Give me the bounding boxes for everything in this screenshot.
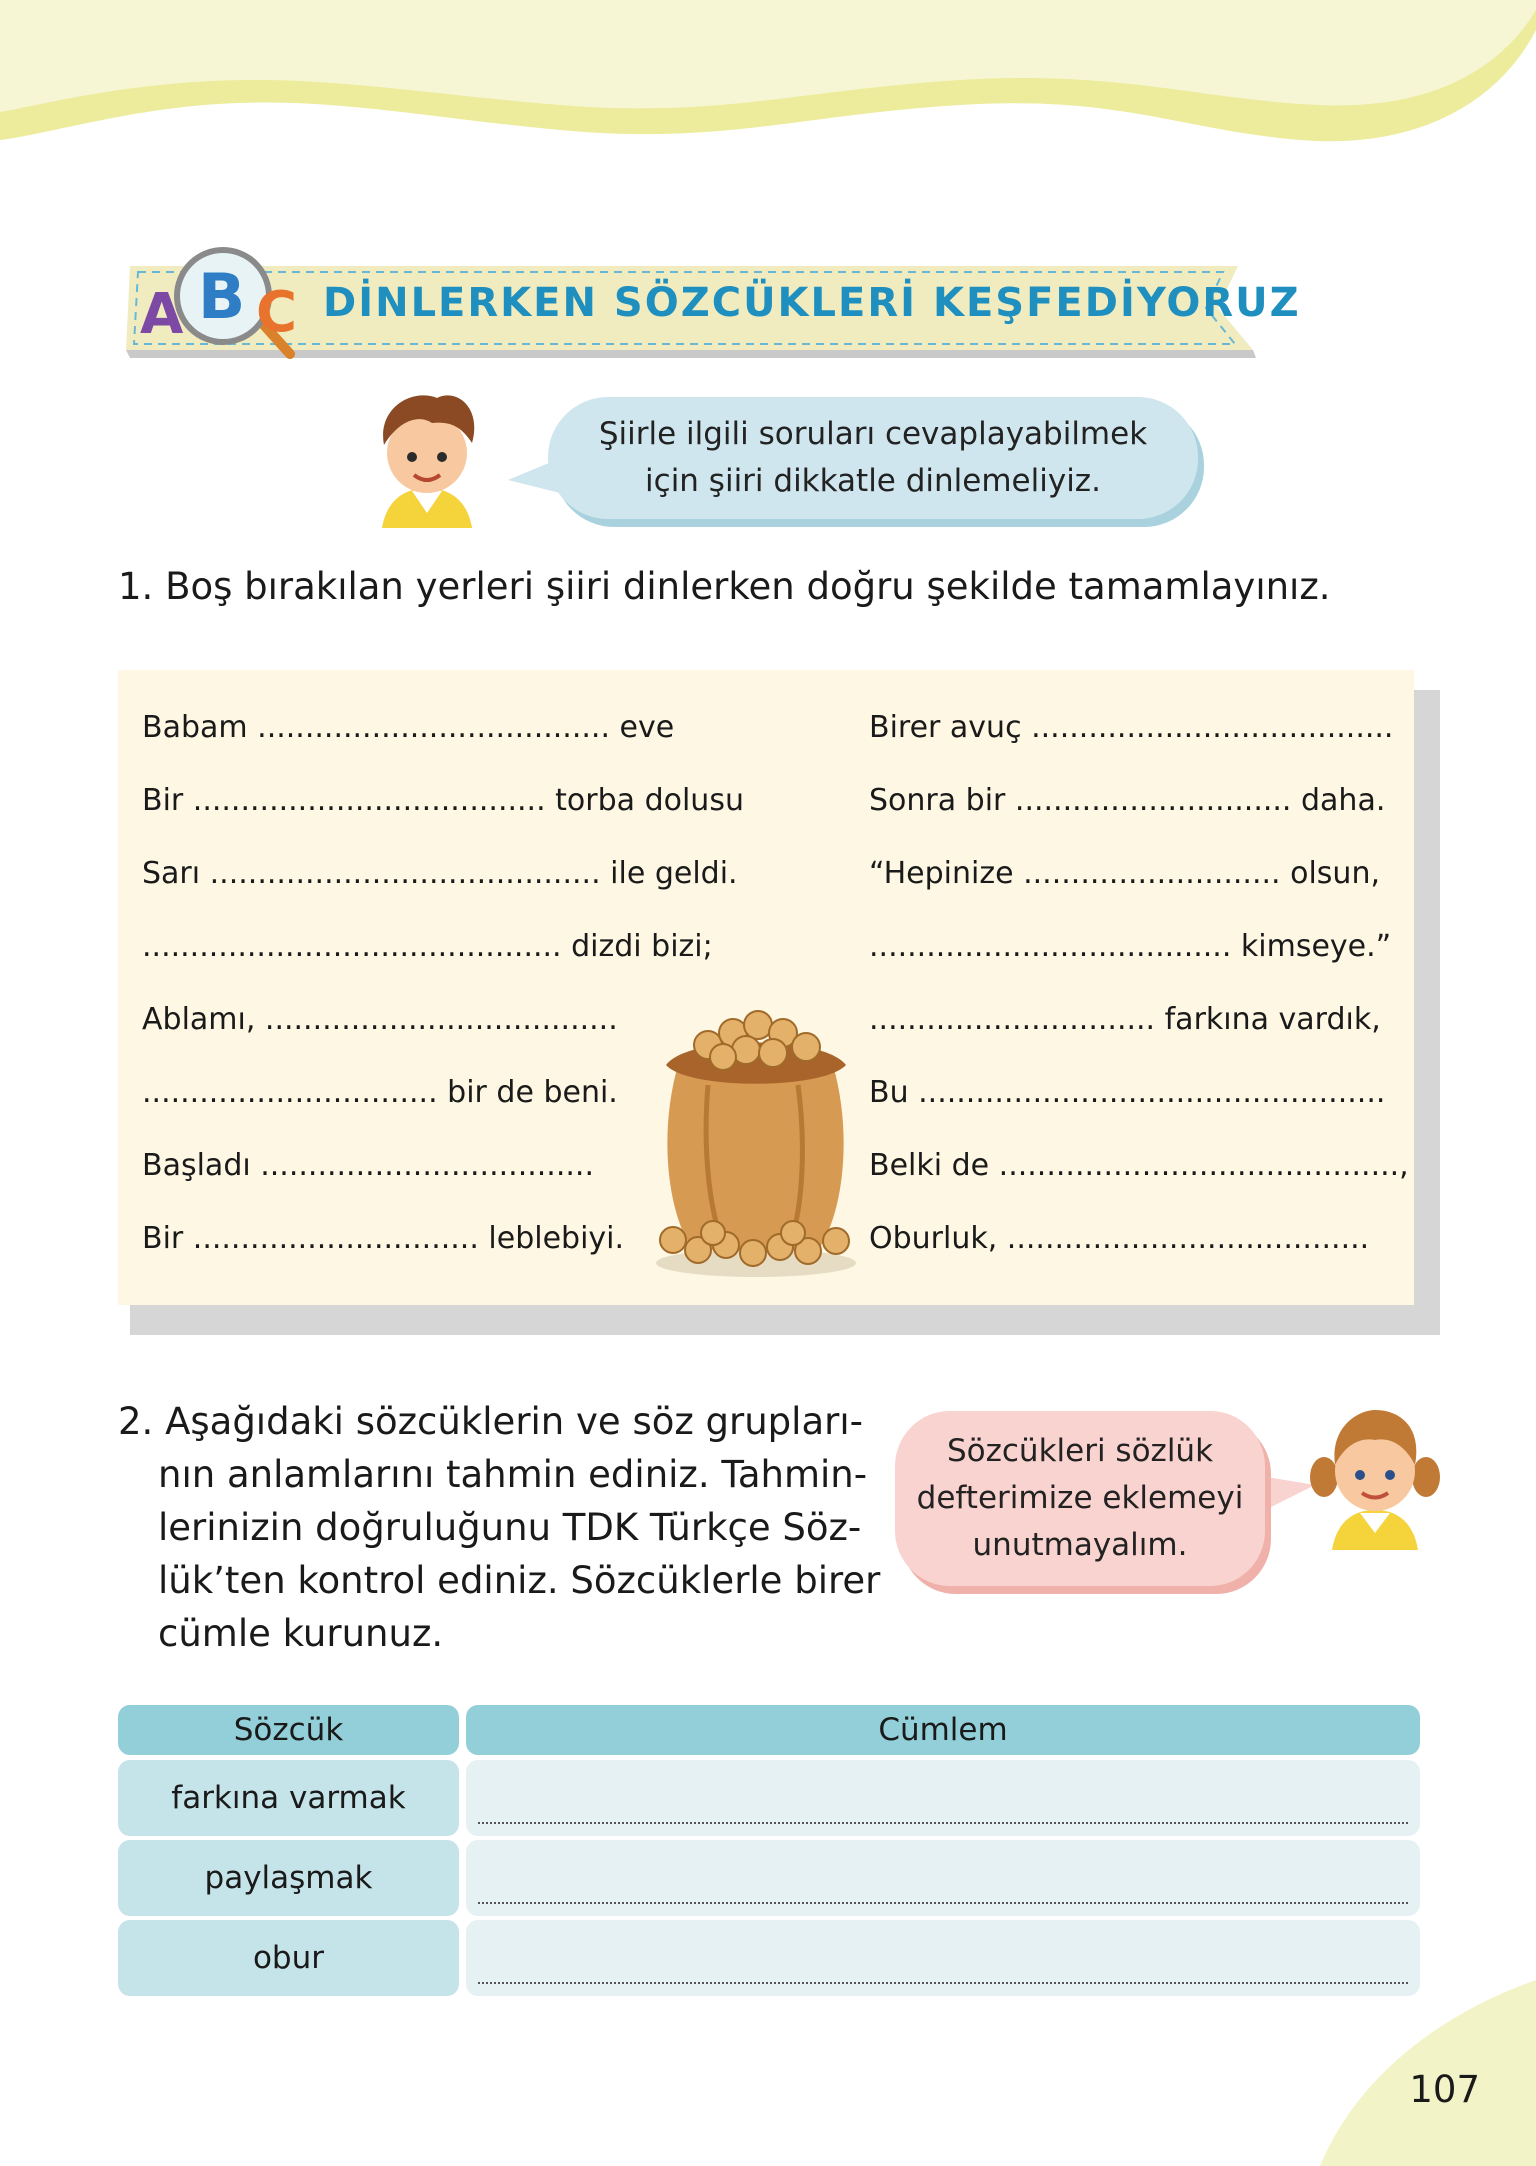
girl-bubble-line-1: Sözcükleri sözlük [946, 1433, 1214, 1469]
chickpea-sack-illustration [648, 995, 863, 1280]
poem-right-line-3: “Hepinize ........................... olsun, [869, 856, 1380, 891]
poem-right-line-1: Birer avuç ...................................... [869, 710, 1394, 745]
instruction-2-line-2: nın anlamlarını tahmin ediniz. Tahmin- [158, 1453, 868, 1496]
table-answer-cell[interactable] [466, 1760, 1420, 1836]
table-header-word: Sözcük [118, 1705, 459, 1755]
poem-right-line-5: .............................. farkına vardık, [869, 1002, 1381, 1037]
boy-bubble-line-2: için şiiri dikkatle dinlemeliyiz. [645, 463, 1101, 499]
table-word-cell: paylaşmak [118, 1840, 459, 1916]
table-word-cell: obur [118, 1920, 459, 1996]
poem-right-line-4: ...................................... kimseye.” [869, 929, 1392, 964]
instruction-2-line-4: lük’ten kontrol ediniz. Sözcüklerle birer [158, 1559, 881, 1602]
poem-left-line-4: ............................................ dizdi bizi; [142, 929, 713, 964]
poem-right-line-7: Belki de .........................................., [869, 1148, 1409, 1183]
boy-bubble-line-1: Şiirle ilgili soruları cevaplayabilmek [598, 416, 1148, 452]
poem-left-line-3: Sarı ......................................... ile geldi. [142, 856, 738, 891]
instruction-1: 1. Boş bırakılan yerleri şiiri dinlerken doğru şekilde tamamlayınız. [118, 565, 1331, 608]
poem-left-line-1: Babam ..................................... eve [142, 710, 675, 745]
boy-speech-bubble [548, 397, 1198, 519]
table-answer-cell[interactable] [466, 1840, 1420, 1916]
abc-magnifier-logo [128, 244, 318, 374]
section-banner [118, 258, 1301, 358]
instruction-2-line-1: 2. Aşağıdaki sözcüklerin ve söz grupları- [118, 1400, 863, 1443]
logo-letter-c: C [256, 280, 298, 345]
table-word-cell: farkına varmak [118, 1760, 459, 1836]
page-number: 107 [1409, 2068, 1480, 2111]
instruction-2-line-5: cümle kurunuz. [158, 1612, 444, 1655]
logo-letter-a: A [140, 282, 184, 347]
boy-character-illustration [362, 383, 492, 528]
logo-letter-b: B [198, 260, 246, 333]
answer-dotted-line [478, 1902, 1408, 1904]
answer-dotted-line [478, 1982, 1408, 1984]
top-wave-decoration [0, 0, 1536, 160]
poem-right-line-6: Bu ................................................. [869, 1075, 1386, 1110]
girl-speech-bubble [895, 1411, 1265, 1586]
girl-character-illustration [1310, 1395, 1440, 1550]
poem-right-line-2: Sonra bir ............................. daha. [869, 783, 1386, 818]
section-title: DİNLERKEN SÖZCÜKLERİ KEŞFEDİYORUZ [323, 280, 1301, 326]
poem-left-line-6: ............................... bir de beni. [142, 1075, 618, 1110]
answer-dotted-line [478, 1822, 1408, 1824]
instruction-2-line-3: lerinizin doğruluğunu TDK Türkçe Söz- [158, 1506, 862, 1549]
poem-left-line-5: Ablamı, ..................................... [142, 1002, 618, 1037]
poem-left-line-7: Başladı ................................... [142, 1148, 594, 1183]
poem-left-line-2: Bir ..................................... torba dolusu [142, 783, 744, 818]
poem-right-line-8: Oburluk, ...................................... [869, 1221, 1370, 1256]
girl-bubble-line-3: unutmayalım. [972, 1527, 1188, 1563]
table-header-sentence: Cümlem [466, 1705, 1420, 1755]
girl-bubble-line-2: defterimize eklemeyi [916, 1480, 1244, 1516]
table-answer-cell[interactable] [466, 1920, 1420, 1996]
poem-left-line-8: Bir .............................. leblebiyi. [142, 1221, 625, 1256]
instruction-2 [118, 1395, 881, 1660]
